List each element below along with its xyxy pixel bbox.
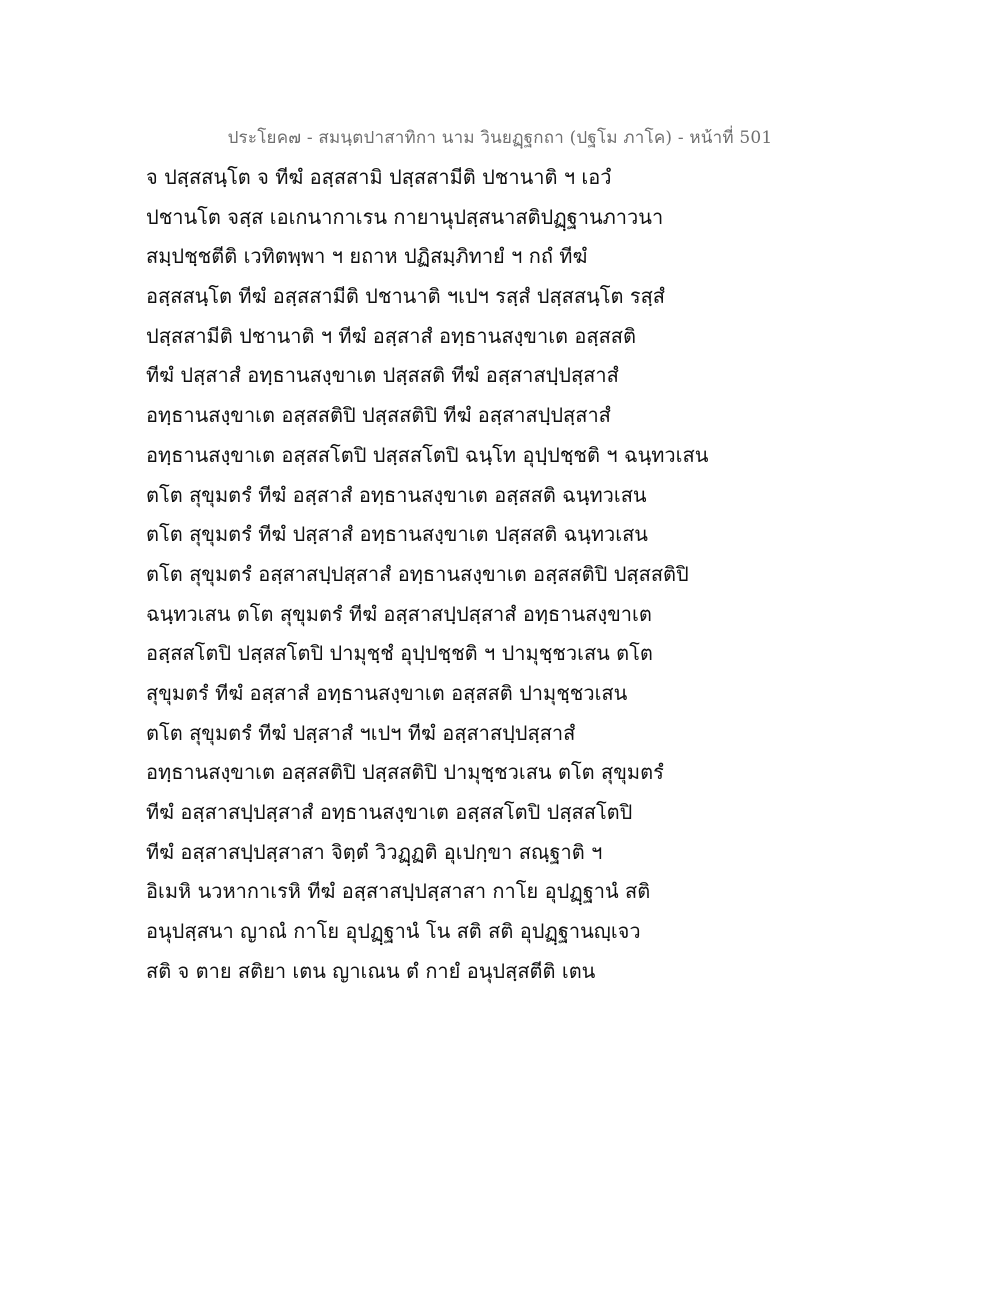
body-text	[146, 158, 726, 991]
text-line: ปชานโต จสฺส เอเกนากาเรน กายานุปสฺสนาสติปฏฺฐานภาวนา	[146, 204, 664, 229]
text-line: ตโต สุขุมตรํ ทีฆํ ปสฺสาสํ ฯเปฯ ทีฆํ อสฺสาสปฺปสฺสาสํ	[146, 720, 576, 745]
text-line: จ ปสฺสสนฺโต จ ทีฆํ อสฺสสามิ ปสฺสสามีติ ปชานาติ ฯ เอวํ	[146, 165, 612, 189]
text-line: อิเมหิ นวหากาเรหิ ทีฆํ อสฺสาสปฺปสฺสาสา กาโย อุปฏฺฐานํ สติ	[146, 879, 651, 904]
text-line: ฉนฺทวเสน ตโต สุขุมตรํ ทีฆํ อสฺสาสปฺปสฺสาสํ อทฺธานสงฺขาเต	[146, 601, 652, 626]
text-line: อทฺธานสงฺขาเต อสฺสสติปิ ปสฺสสติปิ ทีฆํ อสฺสาสปฺปสฺสาสํ	[146, 403, 611, 428]
text-line: ปสฺสสามีติ ปชานาติ ฯ ทีฆํ อสฺสาสํ อทฺธานสงฺขาเต อสฺสสติ	[146, 323, 636, 348]
text-line: ตโต สุขุมตรํ ทีฆํ ปสฺสาสํ อทฺธานสงฺขาเต ปสฺสสติ ฉนฺทวเสน	[146, 522, 648, 547]
text-line: อสฺสสโตปิ ปสฺสสโตปิ ปามุชฺชํ อุปฺปชฺชติ ฯ ปามุชฺชวเสน ตโต	[146, 641, 653, 666]
header-text: ประโยค๗ - สมนฺตปาสาทิกา นาม วินยฏฺฐกถา (ปฐโม ภาโค) - หน้าที่ 501	[227, 128, 773, 148]
text-line: อสฺสสนฺโต ทีฆํ อสฺสสามีติ ปชานาติ ฯเปฯ รสฺสํ ปสฺสสนฺโต รสฺสํ	[146, 284, 666, 309]
text-line: ตโต สุขุมตรํ ทีฆํ อสฺสาสํ อทฺธานสงฺขาเต อสฺสสติ ฉนฺทวเสน	[146, 482, 647, 507]
text-line: ทีฆํ อสฺสาสปฺปสฺสาสํ อทฺธานสงฺขาเต อสฺสสโตปิ ปสฺสสโตปิ	[146, 800, 633, 824]
running-header	[0, 124, 1000, 151]
text-line: ตโต สุขุมตรํ อสฺสาสปฺปสฺสาสํ อทฺธานสงฺขาเต อสฺสสติปิ ปสฺสสติปิ	[146, 561, 689, 586]
text-line: อนุปสฺสนา ญาณํ กาโย อุปฏฺฐานํ โน สติ สติ อุปฏฺฐานญฺเจว	[146, 919, 641, 944]
text-line: ทีฆํ อสฺสาสปฺปสฺสาสา จิตฺตํ วิวฏฺฏติ อุเปกฺขา สณฺฐาติ ฯ	[146, 839, 603, 864]
text-line: อทฺธานสงฺขาเต อสฺสสติปิ ปสฺสสติปิ ปามุชฺชวเสน ตโต สุขุมตรํ	[146, 760, 664, 785]
text-line: สติ จ ตาย สติยา เตน ญาเณน ตํ กายํ อนุปสฺสตีติ เตน	[146, 958, 596, 983]
text-line: ทีฆํ ปสฺสาสํ อทฺธานสงฺขาเต ปสฺสสติ ทีฆํ อสฺสาสปฺปสฺสาสํ	[146, 363, 619, 388]
text-line: อทฺธานสงฺขาเต อสฺสสโตปิ ปสฺสสโตปิ ฉนฺโท อุปฺปชฺชติ ฯ ฉนฺทวเสน	[146, 442, 709, 467]
text-line: สุขุมตรํ ทีฆํ อสฺสาสํ อทฺธานสงฺขาเต อสฺสสติ ปามุชฺชวเสน	[146, 680, 628, 705]
text-line: สมฺปชฺชตีติ เวทิตพฺพา ฯ ยถาห ปฏิสมฺภิทายํ ฯ กถํ ทีฆํ	[146, 244, 588, 269]
